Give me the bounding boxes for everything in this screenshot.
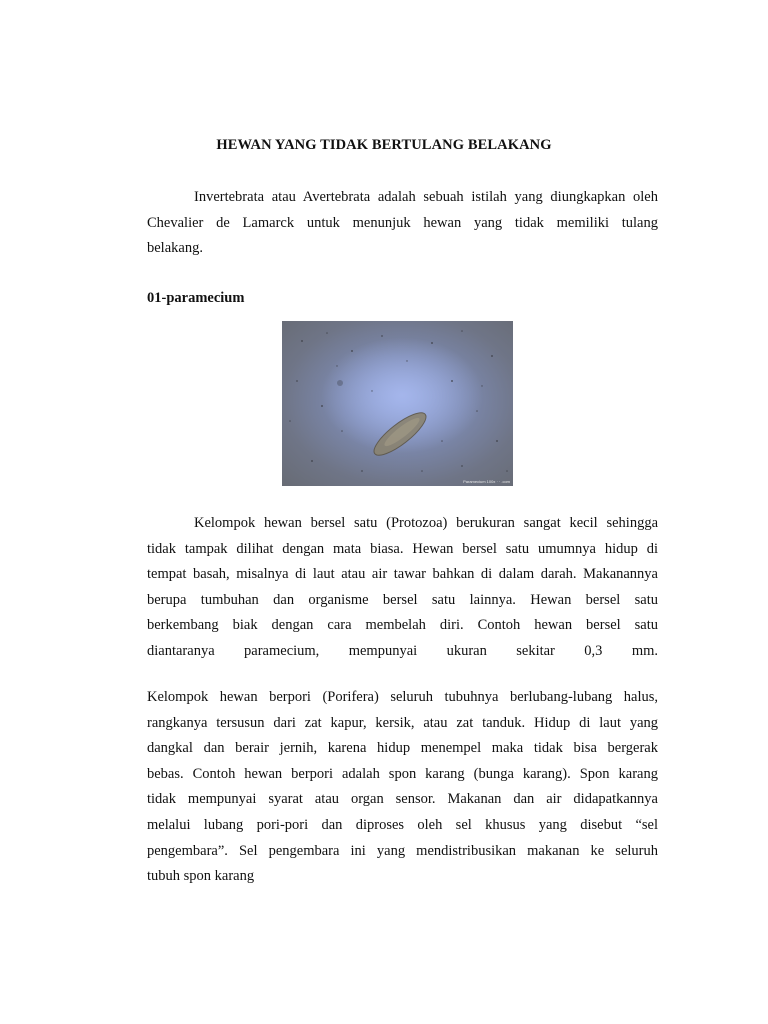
intro-line: Chevalier de Lamarck untuk menunjuk hewan yang tidak memiliki tulang	[147, 214, 658, 231]
paragraph-line: bebas. Contoh hewan berpori adalah spon karang (bunga karang). Spon karang	[147, 765, 658, 782]
paragraph-line: Kelompok hewan bersel satu (Protozoa) berukuran sangat kecil sehingga	[194, 515, 658, 531]
intro-line: belakang.	[147, 240, 203, 257]
section-heading: 01-paramecium	[147, 290, 245, 306]
paragraph-line: diantaranya paramecium, mempunyai ukuran sekitar 0,3 mm.	[147, 642, 658, 659]
intro-paragraph	[147, 185, 658, 262]
intro-line: Invertebrata atau Avertebrata adalah sebuah istilah yang diungkapkan oleh	[194, 189, 658, 205]
paragraph-line: Kelompok hewan berpori (Porifera) seluruh tubuhnya berlubang-lubang halus,	[147, 689, 658, 705]
paragraph-line: tidak mempunyai syarat atau organ sensor. Makanan dan air didapatkannya	[147, 791, 658, 808]
paragraph-line: tempat basah, misalnya di laut atau air tawar bahkan di dalam darah. Makanannya	[147, 566, 658, 583]
paramecium-photo	[282, 321, 513, 486]
photo-caption: Paramecium 100x · · .com	[463, 479, 510, 484]
paragraph-line: dangkal dan berair jernih, karena hidup menempel maka tidak bisa bergerak	[147, 740, 658, 757]
paragraph-line: pengembara”. Sel pengembara ini yang mendistribusikan makanan ke seluruh	[147, 842, 658, 859]
paragraph-line: tidak tampak dilihat dengan mata biasa. Hewan bersel satu umumnya hidup di	[147, 540, 658, 557]
paramecium-illustration	[282, 321, 513, 486]
paragraph-line: melalui lubang pori-pori dan diproses oleh sel khusus yang disebut “sel	[147, 816, 658, 833]
porifera-paragraph	[147, 685, 658, 890]
document-title: HEWAN YANG TIDAK BERTULANG BELAKANG	[216, 137, 552, 153]
paragraph-line: rangkanya tersusun dari zat kapur, kersik, atau zat tanduk. Hidup di laut yang	[147, 714, 658, 731]
paragraph-line: berupa tumbuhan dan organisme bersel satu lainnya. Hewan bersel satu	[147, 591, 658, 608]
paragraph-line: berkembang biak dengan cara membelah diri. Contoh hewan bersel satu	[147, 617, 658, 634]
protozoa-paragraph	[147, 511, 658, 665]
paragraph-line: tubuh spon karang	[147, 868, 255, 885]
